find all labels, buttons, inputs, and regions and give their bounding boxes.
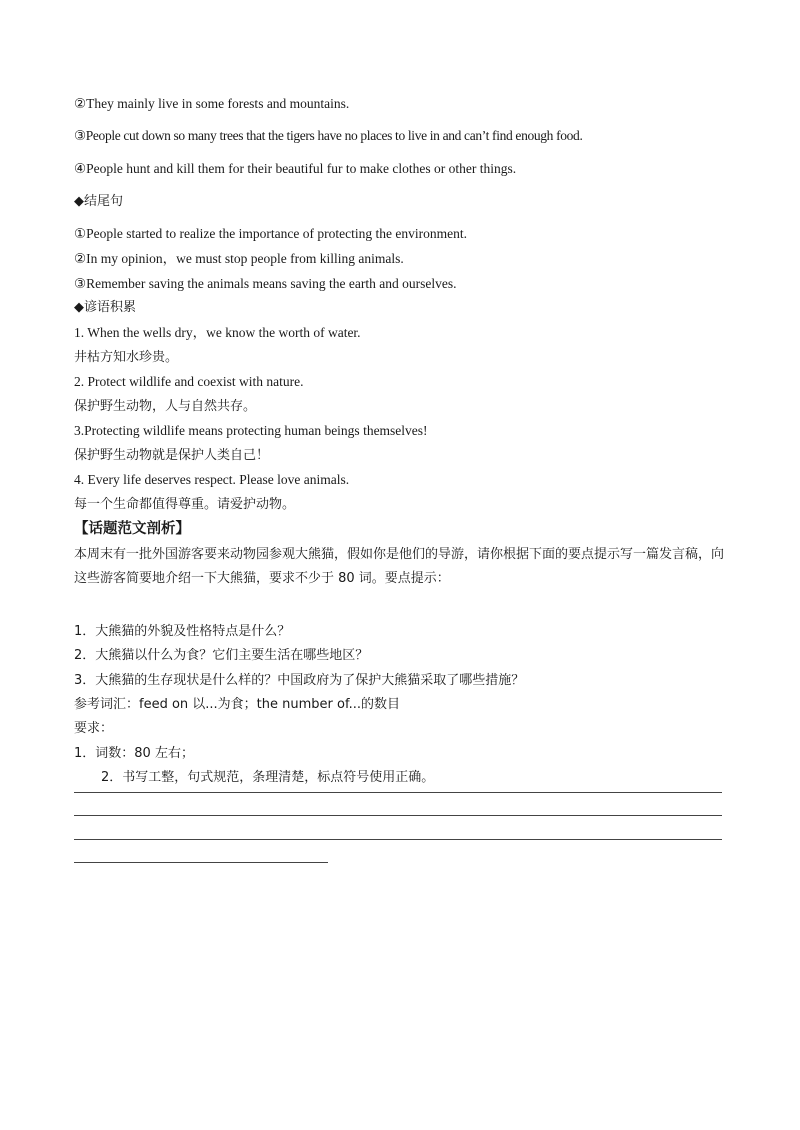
answer-line[interactable] xyxy=(74,862,328,863)
proverb-1-en: 1. When the wells dry，we know the worth of water. xyxy=(74,325,361,340)
point-1: 1．大熊猫的外貌及性格特点是什么？ xyxy=(74,624,291,639)
ending-line-1: ①People started to realize the importance of protecting the environment. xyxy=(74,226,467,241)
proverb-4-cn: 每一个生命都值得尊重。请爱护动物。 xyxy=(74,497,296,512)
requirement-1: 1．词数：80 左右； xyxy=(74,746,194,761)
proverb-3-cn: 保护野生动物就是保护人类自己！ xyxy=(74,448,270,463)
intro-line-3: ③People cut down so many trees that the tigers have no places to live in and can’t find enough food. xyxy=(74,128,583,143)
answer-line[interactable] xyxy=(74,815,722,816)
ending-heading: ◆结尾句 xyxy=(74,194,123,209)
requirements-label: 要求： xyxy=(74,721,114,736)
intro-line-2: ②They mainly live in some forests and mountains. xyxy=(74,96,350,111)
answer-line[interactable] xyxy=(74,839,722,840)
proverbs-heading: ◆谚语积累 xyxy=(74,300,136,315)
point-3: 3．大熊猫的生存现状是什么样的？中国政府为了保护大熊猫采取了哪些措施？ xyxy=(74,673,525,688)
task-text: 本周末有一批外国游客要来动物园参观大熊猫，假如你是他们的导游，请你根据下面的要点提示写一篇发言稿，向这些游客简要地介绍一下大熊猫，要求不少于 80 词。要点提示： xyxy=(74,547,725,586)
ending-line-2: ②In my opinion，we must stop people from killing animals. xyxy=(74,251,404,266)
proverb-1-cn: 井枯方知水珍贵。 xyxy=(74,350,179,365)
proverb-2-en: 2. Protect wildlife and coexist with nature. xyxy=(74,374,304,389)
analysis-heading: 【话题范文剖析】 xyxy=(74,521,190,537)
requirement-2: 2．书写工整，句式规范，条理清楚，标点符号使用正确。 xyxy=(101,770,435,785)
ending-line-3: ③Remember saving the animals means saving the earth and ourselves. xyxy=(74,276,457,291)
point-2: 2．大熊猫以什么为食？它们主要生活在哪些地区？ xyxy=(74,648,369,663)
intro-line-4: ④People hunt and kill them for their beautiful fur to make clothes or other things. xyxy=(74,161,517,176)
proverb-3-en: 3.Protecting wildlife means protecting human beings themselves! xyxy=(74,423,428,438)
proverb-2-cn: 保护野生动物，人与自然共存。 xyxy=(74,399,257,414)
vocab-hint: 参考词汇：feed on 以...为食；the number of...的数目 xyxy=(74,697,400,712)
proverb-4-en: 4. Every life deserves respect. Please love animals. xyxy=(74,472,350,487)
answer-line[interactable] xyxy=(74,792,722,793)
